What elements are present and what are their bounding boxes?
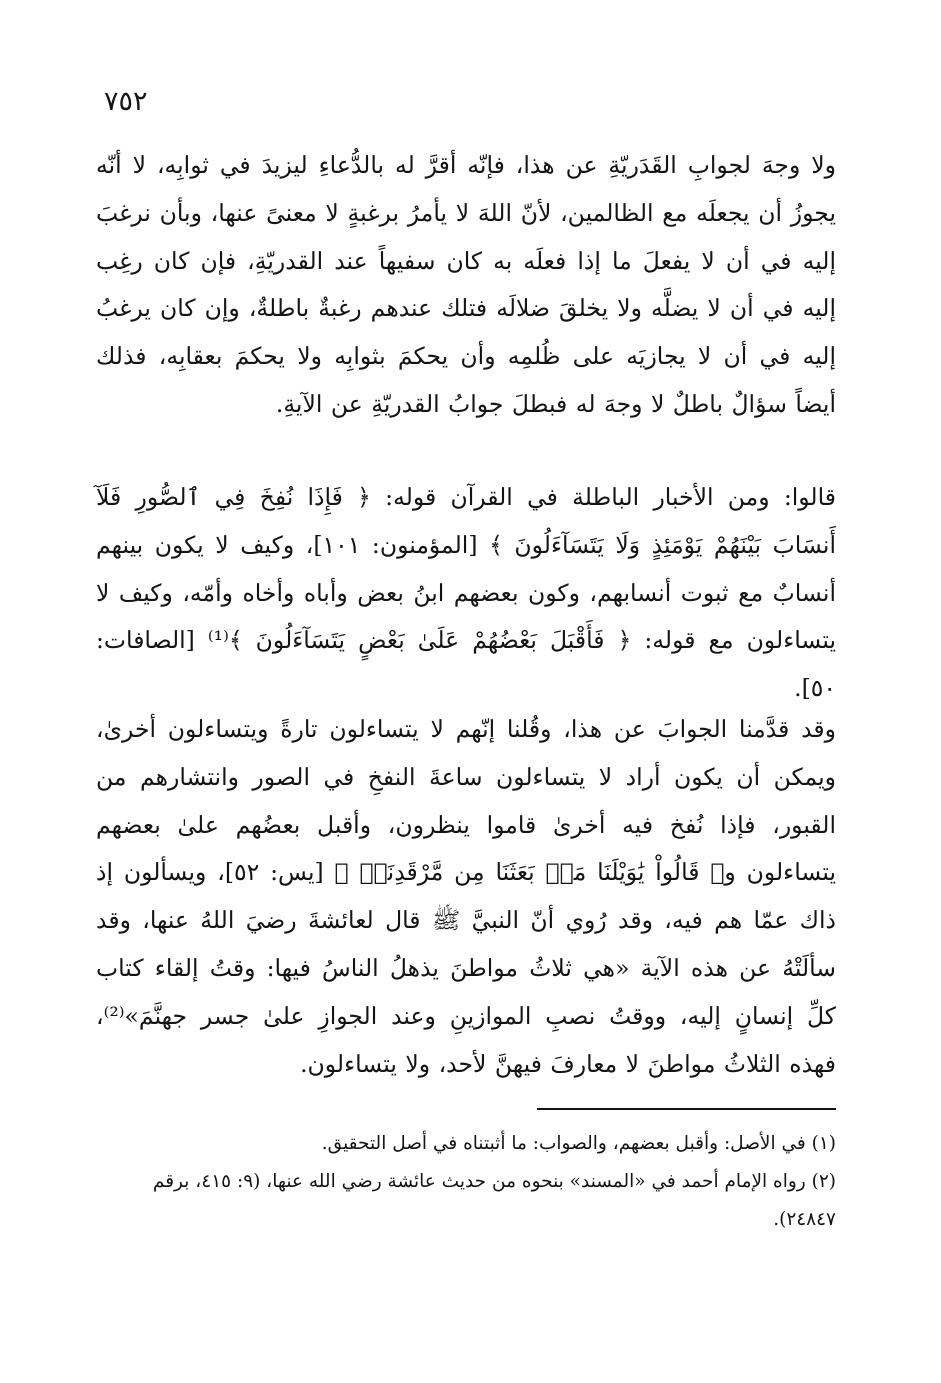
footnotes-list — [96, 1125, 836, 1239]
paragraph-qadariyya-reply: ولا وجهَ لجوابِ القَدَريّةِ عن هذا، فإنّه أقرَّ له بالدُّعاءِ ليزيدَ في ثوابِه، لا أنّه يجوزُ أن يجعلَه مع الظالمين، لأنّ اللهَ لا يأمرُ برغبةٍ لا معنىً عنها، وبأن نرغبَ إليه في أن لا يفعلَ ما إذا فعلَه به كان سفيهاً عند القدريّةِ، فإن كان رغِب إليه في أن لا يضلَّه ولا يخلقَ ضلالَه فتلك عندهم رغبةٌ باطلةٌ، وإن كان يرغبُ إليه في أن لا يجازيَه على ظُلمِه وأن يحكمَ بثوابِه ولا يحكمَ بعقابِه، فذلك أيضاً سؤالٌ باطلٌ لا وجهَ له فبطلَ جوابُ القدريّةِ عن الآيةِ. — [96, 151, 836, 418]
footnote-divider — [537, 1108, 836, 1110]
paragraph-false-reports-claim: قالوا: ومن الأخبار الباطلة في القرآن قوله: ﴿ فَإِذَا نُفِخَ فِي ٱلصُّورِ فَلَآ أَنسَابَ بَيْنَهُمْ يَوْمَئِذٍ وَلَا يَتَسَآءَلُونَ ﴾ [المؤمنون: ١٠١]، وكيف لا يكون بينهم أنسابٌ مع ثبوت أنسابهم، وكون بعضهم ابنُ بعض وأباه وأخاه وأمّه، وكيف لا يتساءلون مع قوله: ﴿ فَأَقْبَلَ بَعْضُهُمْ عَلَىٰ بَعْضٍ يَتَسَآءَلُونَ ﴾⁽¹⁾ [الصافات: ٥٠]. — [96, 483, 836, 703]
footnote-2: (٢) رواه الإمام أحمد في «المسند» بنحوه من حديث عائشة رضي الله عنها، (٩: ٤١٥، برقم ٢٤٨٤٧). — [152, 1171, 836, 1230]
paragraph-answer-three-places: وقد قدَّمنا الجوابَ عن هذا، وقُلنا إنّهم لا يتساءلون تارةً ويتساءلون أخرىٰ، ويمكن أن يكون أراد لا يتساءلون ساعةَ النفخِ في الصور وانتشارهم من القبور، فإذا نُفخ فيه أخرىٰ قاموا ينظرون، وأقبل بعضُهم علىٰ بعضهم يتساءلون و﴿ قَالُواْ يَٰوَيْلَنَا مَنۢ بَعَثَنَا مِن مَّرْقَدِنَاۜ ﴾ [يس: ٥٢]، ويسألون إذ ذاك عمّا هم فيه، وقد رُوي أنّ النبيَّ ﷺ قال لعائشةَ رضيَ اللهُ عنها، وقد سألَتْهُ عن هذه الآية «هي ثلاثُ مواطنَ يذهلُ الناسُ فيها: وقتُ إلقاء كتاب كلِّ إنسانٍ إليه، ووقتُ نصبِ الموازينِ وعند الجوازِ علىٰ جسر جهنَّمَ»⁽²⁾، فهذه الثلاثُ مواطنَ لا معارفَ فيهنَّ لأحد، ولا يتساءلون. — [96, 715, 836, 1078]
footnote-1: (١) في الأصل: وأقبل بعضهم، والصواب: ما أثبتناه في أصل التحقيق. — [321, 1133, 836, 1154]
page-number: ٧٥٢ — [104, 86, 148, 117]
